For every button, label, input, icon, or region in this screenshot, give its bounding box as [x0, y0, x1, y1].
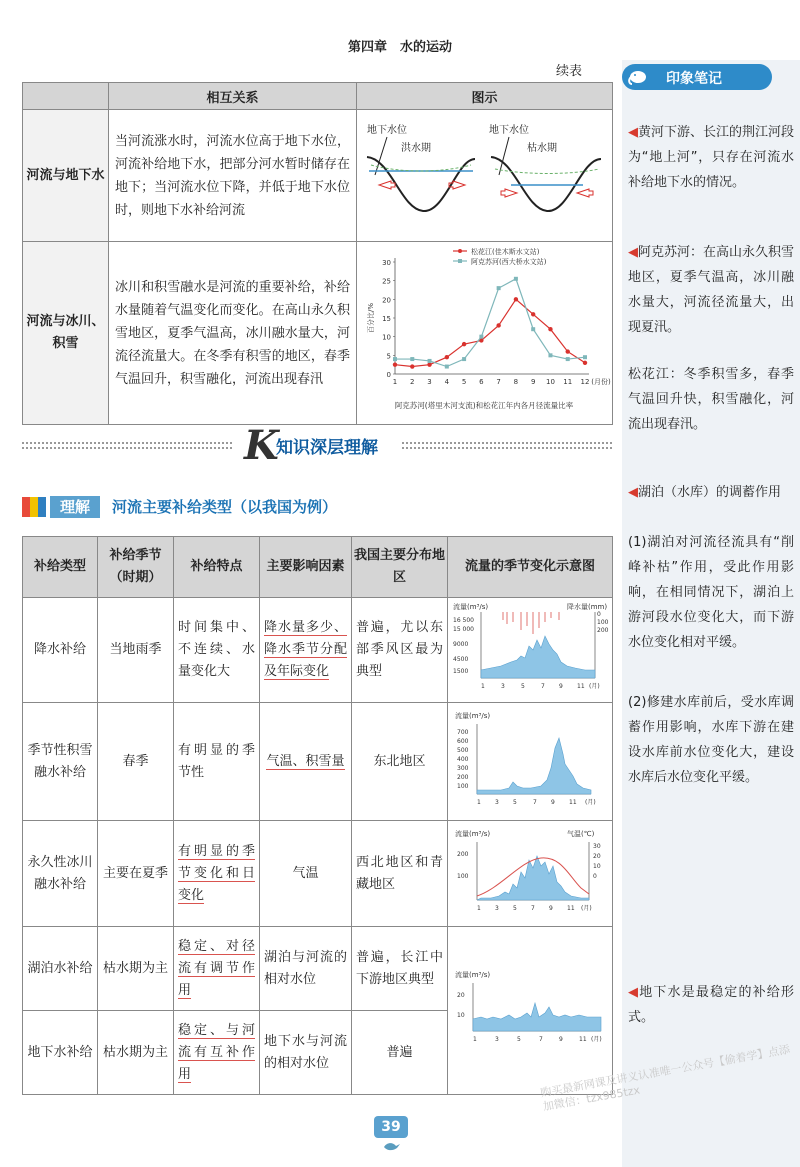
sidebar-title: 印象笔记	[666, 71, 722, 87]
y-tick-label: 30	[382, 259, 391, 267]
svg-text:20: 20	[593, 852, 601, 860]
series-line-1	[395, 279, 585, 367]
period-label-flood: 洪水期	[401, 142, 431, 154]
cell-factor: 气温、积雪量	[260, 703, 352, 821]
banner-text: 知识深层理解	[276, 438, 378, 458]
svg-text:10: 10	[593, 862, 601, 870]
y-tick-label: 0	[386, 371, 391, 379]
table-row	[23, 598, 613, 703]
svg-text:0: 0	[597, 611, 601, 618]
flood-period-diagram	[367, 123, 475, 211]
cell-factor: 地下水与河流的相对水位	[260, 1011, 352, 1095]
svg-text:15 000: 15 000	[453, 626, 474, 633]
svg-text:气温(℃): 气温(℃)	[567, 829, 595, 838]
cell-graph-rain	[448, 598, 613, 703]
table-row	[23, 821, 613, 927]
x-tick-label: 11	[563, 378, 573, 386]
svg-text:20: 20	[457, 991, 465, 999]
col-season: 补给季节（时期）	[98, 537, 174, 598]
svg-text:9: 9	[559, 683, 563, 690]
svg-text:1: 1	[477, 798, 481, 806]
svg-text:7: 7	[541, 683, 545, 690]
y-tick-label: 15	[382, 315, 391, 323]
cell-region: 西北地区和青藏地区	[352, 821, 448, 927]
note-4: ◀湖泊（水库）的调蓄作用	[628, 485, 782, 500]
cell-type: 湖泊水补给	[23, 927, 98, 1011]
svg-text:11: 11	[567, 904, 575, 912]
data-point	[514, 277, 518, 281]
triangle-icon: ◀	[628, 125, 638, 140]
data-point	[548, 327, 552, 331]
cell-feature: 稳定、与河流有互补作用	[174, 1011, 260, 1095]
svg-text:5: 5	[513, 904, 517, 912]
note-3: 松花江：冬季积雪多，春季气温回升快，积雪融化，河流出现春汛。	[628, 367, 794, 432]
svg-text:1: 1	[473, 1035, 477, 1043]
cell-factor: 气温	[260, 821, 352, 927]
gw-label-1: 地下水位	[367, 124, 407, 136]
chapter-title: 第四章 水的运动	[347, 40, 452, 55]
svg-text:7: 7	[531, 904, 535, 912]
x-tick-label: 2	[410, 378, 415, 386]
section-banner	[22, 420, 612, 470]
dry-period-diagram	[489, 123, 601, 211]
x-tick-label: 6	[479, 378, 484, 386]
svg-text:30: 30	[593, 842, 601, 850]
x-tick-label: 3	[427, 378, 432, 386]
supply-types-table	[22, 536, 613, 1095]
svg-text:500: 500	[457, 746, 469, 754]
col-type: 补给类型	[23, 537, 98, 598]
y-tick-label: 5	[386, 352, 391, 361]
svg-text:5: 5	[513, 798, 517, 806]
note-6: (2)修建水库前后，受水库调蓄作用影响，水库下游在建设水库前水位变化大，建设水库后水位变化平缓。	[628, 695, 794, 785]
svg-text:100: 100	[457, 782, 469, 790]
x-tick-label: 4	[444, 378, 450, 386]
col-region: 我国主要分布地区	[352, 537, 448, 598]
legend-label: 松花江(佳木斯水文站)	[471, 248, 540, 256]
watermark: 购买最新网课及讲义认准唯一公众号【偷着学】点添加微信：tzx985tzx	[539, 1042, 791, 1114]
cell-season: 春季	[98, 703, 174, 821]
data-point	[531, 312, 535, 316]
banner-k-icon: K	[244, 422, 279, 469]
cell-feature: 时间集中、不连续、水量变化大	[174, 598, 260, 703]
x-tick-label: 7	[496, 378, 501, 386]
svg-text:100: 100	[457, 872, 469, 880]
y-tick-label: 25	[382, 277, 391, 286]
data-point	[445, 365, 449, 369]
svg-text:400: 400	[457, 755, 469, 763]
data-point	[393, 357, 397, 361]
cell-feature: 稳定、对径流有调节作用	[174, 927, 260, 1011]
svg-text:3: 3	[501, 683, 505, 690]
legend-marker	[458, 249, 462, 253]
data-point	[566, 349, 570, 353]
header-empty	[23, 83, 109, 110]
section-tag: 理解	[50, 496, 100, 518]
data-point	[410, 364, 414, 368]
row-relation-groundwater: 当河流涨水时，河流水位高于地下水位，河流补给地下水，把部分河水暂时储存在地下；当河流水位下降，并低于地下水位时，则地下水补给河流	[109, 110, 357, 242]
svg-text:300: 300	[457, 764, 469, 772]
data-point	[497, 286, 501, 290]
x-tick-label: 5	[461, 378, 467, 386]
cell-region: 普遍，长江中下游地区典型	[352, 927, 448, 1011]
elephant-icon	[626, 66, 648, 88]
cell-type: 降水补给	[23, 598, 98, 703]
svg-text:流量(m³/s): 流量(m³/s)	[455, 829, 491, 838]
y-axis-label: 百分比/%	[367, 302, 375, 334]
lake-flow-graph	[451, 967, 609, 1047]
x-tick-label: 10	[545, 378, 555, 386]
book-icon	[22, 497, 46, 517]
svg-text:(月): (月)	[591, 1035, 602, 1043]
cell-region: 普遍，尤以东部季风区最为典型	[352, 598, 448, 703]
svg-text:降水量(mm): 降水量(mm)	[567, 603, 608, 611]
cell-feature: 有明显的季节性	[174, 703, 260, 821]
data-point	[583, 355, 587, 359]
continued-label: 续表	[556, 64, 583, 79]
svg-text:(月): (月)	[581, 904, 592, 912]
data-point	[583, 361, 587, 365]
river-groundwater-diagram	[361, 119, 607, 229]
sidebar-header	[622, 64, 772, 90]
svg-text:10: 10	[457, 1011, 465, 1019]
svg-text:11: 11	[569, 798, 577, 806]
header-relation: 相互关系	[109, 83, 357, 110]
svg-text:(月): (月)	[585, 798, 596, 806]
svg-text:5: 5	[517, 1035, 521, 1043]
data-point	[566, 357, 570, 361]
period-label-dry: 枯水期	[527, 142, 557, 154]
svg-text:9: 9	[559, 1035, 563, 1043]
triangle-icon: ◀	[628, 985, 640, 1000]
data-point	[410, 357, 414, 361]
cell-season: 枯水期为主	[98, 1011, 174, 1095]
data-point	[531, 327, 535, 331]
data-point	[427, 362, 431, 366]
table-row	[23, 927, 613, 1011]
x-axis-label: (月份)	[591, 378, 611, 386]
cell-graph-snow	[448, 703, 613, 821]
col-feature: 补给特点	[174, 537, 260, 598]
svg-text:1500: 1500	[453, 668, 469, 675]
data-point	[445, 355, 449, 359]
svg-text:5: 5	[521, 683, 525, 690]
note-7: ◀地下水是最稳定的补给形式。	[628, 985, 794, 1025]
cell-season: 枯水期为主	[98, 927, 174, 1011]
data-point	[393, 362, 397, 366]
data-point	[548, 353, 552, 357]
svg-text:200: 200	[597, 627, 609, 634]
svg-text:1: 1	[481, 683, 485, 690]
svg-text:700: 700	[457, 728, 469, 736]
cell-factor: 湖泊与河流的相对水位	[260, 927, 352, 1011]
glacier-flow-graph	[451, 826, 609, 914]
data-point	[479, 335, 483, 339]
svg-text:3: 3	[495, 798, 499, 806]
col-graph: 流量的季节变化示意图	[448, 537, 613, 598]
svg-text:200: 200	[457, 850, 469, 858]
data-point	[428, 359, 432, 363]
svg-text:0: 0	[593, 872, 597, 880]
cell-feature: 有明显的季节变化和日变化	[174, 821, 260, 927]
svg-text:16 500: 16 500	[453, 617, 474, 624]
row-name-groundwater: 河流与地下水	[23, 110, 109, 242]
cell-season: 当地雨季	[98, 598, 174, 703]
legend-label: 阿克苏河(西大桥水文站)	[471, 258, 547, 266]
data-point	[462, 342, 466, 346]
cell-graph-glacier	[448, 821, 613, 927]
cell-type: 季节性积雪融水补给	[23, 703, 98, 821]
data-point	[462, 357, 466, 361]
page-number: 39	[374, 1116, 408, 1138]
y-tick-label: 10	[382, 333, 391, 342]
svg-text:11: 11	[577, 683, 585, 690]
relation-table	[22, 82, 613, 425]
cell-region: 东北地区	[352, 703, 448, 821]
svg-text:3: 3	[495, 904, 499, 912]
note-1: ◀黄河下游、长江的荆江河段为“地上河”，只存在河流水补给地下水的情况。	[628, 125, 795, 190]
row-relation-glacier: 冰川和积雪融水是河流的重要补给，补给水量随着气温变化而变化。在高山永久积雪地区，夏季气温高，冰川融水量大，河流径流量大。在冬季有积雪的地区，春季气温回升，积雪融化，河流出现春汛	[109, 242, 357, 425]
cell-season: 主要在夏季	[98, 821, 174, 927]
cell-graph-lake	[448, 927, 613, 1095]
svg-text:9: 9	[551, 798, 555, 806]
rain-flow-graph	[451, 600, 609, 692]
note-5: (1)湖泊对河流径流具有“削峰补枯”作用，受此作用影响，在相同情况下，湖泊上游河段水位变化大，而下游水位变化相对平缓。	[628, 535, 794, 650]
gw-label-2: 地下水位	[489, 124, 529, 136]
cell-type: 永久性冰川融水补给	[23, 821, 98, 927]
note-2: ◀阿克苏河：在高山永久积雪地区，夏季气温高，冰川融水量大，河流径流量大，出现夏汛。	[628, 245, 795, 335]
x-tick-label: 1	[392, 378, 398, 386]
svg-text:4500: 4500	[453, 656, 469, 663]
svg-text:200: 200	[457, 773, 469, 781]
bird-icon	[383, 1140, 401, 1152]
svg-text:流量(m³/s): 流量(m³/s)	[453, 603, 489, 611]
svg-text:3: 3	[495, 1035, 499, 1043]
row-name-glacier: 河流与冰川、积雪	[23, 242, 109, 425]
y-tick-label: 20	[382, 296, 391, 305]
runoff-chart-cell	[357, 242, 613, 425]
data-point	[496, 323, 500, 327]
svg-text:100: 100	[597, 619, 609, 626]
svg-text:11: 11	[579, 1035, 587, 1043]
x-tick-label: 12	[580, 378, 590, 386]
svg-text:7: 7	[539, 1035, 543, 1043]
svg-text:流量(m³/s): 流量(m³/s)	[455, 970, 491, 979]
table-row	[23, 703, 613, 821]
runoff-ratio-chart	[361, 246, 611, 416]
chart-caption: 阿克苏河(塔里木河支流)和松花江年内各月径流量比率	[394, 401, 574, 410]
svg-text:600: 600	[457, 737, 469, 745]
svg-text:9: 9	[549, 904, 553, 912]
svg-text:(月): (月)	[589, 683, 600, 690]
x-tick-label: 8	[513, 378, 519, 386]
groundwater-diagrams	[357, 110, 613, 242]
svg-text:7: 7	[533, 798, 537, 806]
section-heading	[22, 496, 612, 518]
svg-text:流量(m³/s): 流量(m³/s)	[455, 711, 491, 720]
legend-marker	[458, 259, 462, 263]
data-point	[514, 297, 518, 301]
x-tick-label: 9	[530, 378, 536, 386]
cell-region: 普遍	[352, 1011, 448, 1095]
section-title: 河流主要补给类型（以我国为例）	[112, 498, 338, 516]
cell-type: 地下水补给	[23, 1011, 98, 1095]
triangle-icon: ◀	[628, 245, 638, 260]
triangle-icon: ◀	[628, 485, 638, 500]
svg-text:9000: 9000	[453, 641, 469, 648]
col-factor: 主要影响因素	[260, 537, 352, 598]
svg-text:1: 1	[477, 904, 481, 912]
cell-factor: 降水量多少、降水季节分配及年际变化	[260, 598, 352, 703]
header-diagram: 图示	[357, 83, 613, 110]
snow-flow-graph	[451, 708, 609, 808]
